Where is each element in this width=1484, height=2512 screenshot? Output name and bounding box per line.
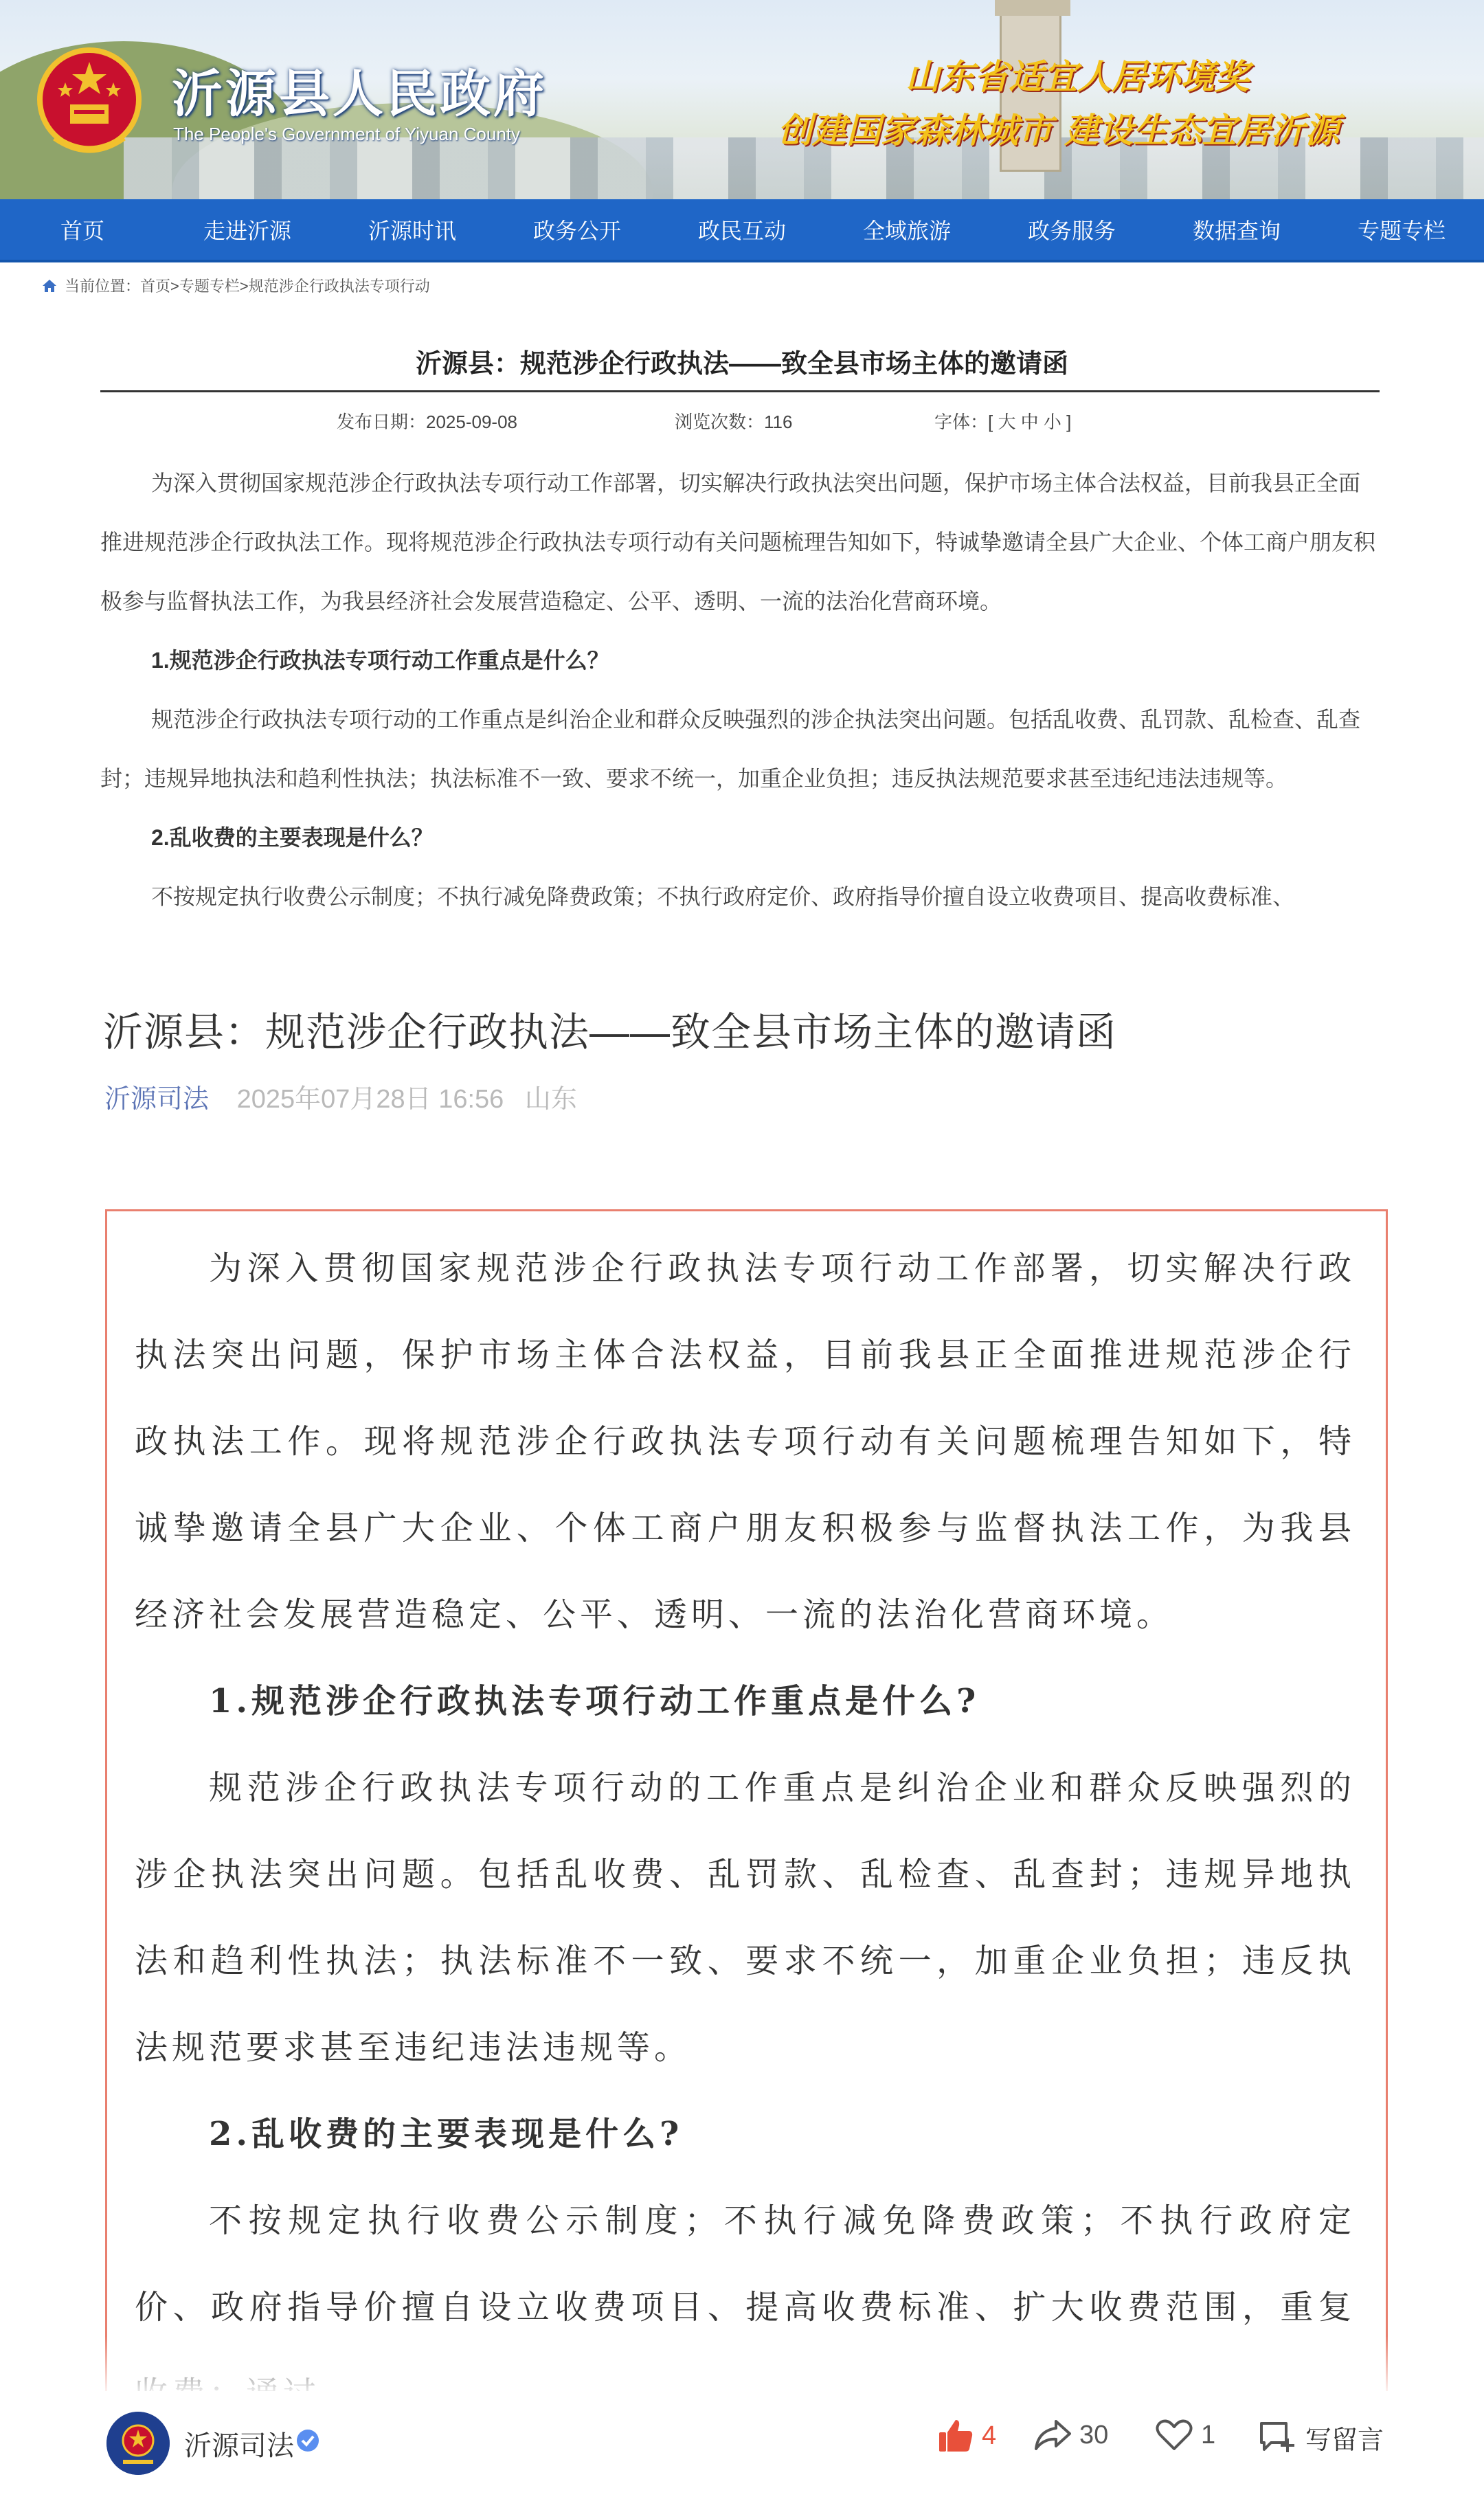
share-count: 30 bbox=[1079, 2420, 1109, 2449]
account-name[interactable]: 沂源司法 bbox=[184, 2431, 294, 2461]
nav-open-gov[interactable]: 政务公开 bbox=[532, 218, 621, 243]
gov-paragraph: 不按规定执行收费公示制度；不执行减免降费政策；不执行政府定价、政府指导价擅自设立收费项目、提高收费标准、 bbox=[151, 884, 1295, 909]
site-title: 沂源县人民政府 bbox=[172, 65, 547, 124]
nav-data[interactable]: 数据查询 bbox=[1192, 218, 1281, 243]
nav-tourism[interactable]: 全域旅游 bbox=[862, 218, 951, 243]
article-paragraph: 不按规定执行收费公示制度；不执行减免降费政策；不执行政府定价、政府指导价擅自设立收费项目、提高收费标准、扩大收费范围，重复 bbox=[135, 2201, 1356, 2326]
slogan-line2: 创建国家森林城市 建设生态宜居沂源 bbox=[778, 110, 1340, 150]
avatar[interactable] bbox=[106, 2412, 170, 2475]
article-source[interactable]: 沂源司法 bbox=[104, 1085, 210, 1114]
favorite-button[interactable] bbox=[1156, 2419, 1215, 2452]
gov-article-body bbox=[100, 453, 1380, 926]
comment-button[interactable] bbox=[1259, 2419, 1384, 2456]
comment-label: 写留言 bbox=[1305, 2426, 1384, 2455]
gov-paragraph: 为深入贯彻国家规范涉企行政执法专项行动工作部署，切实解决行政执法突出问题，保护市场主体合法权益，目前我县正全面推进规范涉企行政执法工作。现将规范涉企行政执法专项行动有关问题梳理告知如下，特诚挚邀请全县广大企业、个体工商户朋友积极参与监督执法工作，为我县经济社会发展营造稳定、公平、透明、一流的法治化营商环境。 bbox=[100, 471, 1376, 614]
wechat-article bbox=[0, 969, 1484, 2512]
nav-interaction[interactable]: 政民互动 bbox=[697, 218, 786, 243]
font-size-switch[interactable]: 字体：[ 大 中 小 ] bbox=[934, 412, 1072, 432]
breadcrumb bbox=[41, 275, 430, 296]
main-nav bbox=[0, 199, 1484, 262]
home-icon bbox=[41, 278, 58, 293]
like-count: 4 bbox=[982, 2421, 997, 2450]
nav-topics[interactable]: 专题专栏 bbox=[1357, 218, 1446, 243]
nav-home[interactable]: 首页 bbox=[60, 218, 104, 243]
view-count: 浏览次数：116 bbox=[675, 412, 793, 432]
gov-article-title: 沂源县：规范涉企行政执法——致全县市场主体的邀请函 bbox=[415, 350, 1068, 379]
like-button[interactable] bbox=[938, 2419, 996, 2453]
national-emblem-icon bbox=[34, 41, 144, 165]
gov-paragraph: 规范涉企行政执法专项行动的工作重点是纠治企业和群众反映强烈的涉企执法突出问题。包括乱收费、乱罚款、乱检查、乱查封；违规异地执法和趋利性执法；执法标准不一致、要求不统一，加重企业负担；违反执法规范要求甚至违纪违法违规等。 bbox=[100, 707, 1361, 791]
publish-date: 发布日期：2025-09-08 bbox=[337, 412, 517, 432]
article-meta bbox=[104, 1077, 591, 1115]
comment-icon bbox=[1259, 2421, 1297, 2455]
heart-icon bbox=[1156, 2419, 1193, 2452]
article-title: 沂源县：规范涉企行政执法——致全县市场主体的邀请函 bbox=[103, 1010, 1117, 1055]
nav-services[interactable]: 政务服务 bbox=[1027, 218, 1116, 243]
slogan-line1: 山东省适宜人居环境奖 bbox=[906, 56, 1249, 97]
verified-icon bbox=[295, 2428, 320, 2453]
title-divider bbox=[100, 390, 1380, 392]
thumbs-up-icon bbox=[938, 2419, 974, 2453]
gov-heading: 2.乱收费的主要表现是什么？ bbox=[151, 825, 434, 850]
site-subtitle: The People's Government of Yiyuan County bbox=[173, 124, 521, 144]
nav-about[interactable]: 走进沂源 bbox=[203, 218, 291, 243]
article-datetime: 2025年07月28日 16:56 bbox=[236, 1085, 504, 1114]
site-banner bbox=[0, 0, 1484, 199]
justice-badge-icon bbox=[106, 2412, 170, 2475]
share-button[interactable] bbox=[1034, 2419, 1108, 2452]
favorite-count: 1 bbox=[1201, 2420, 1216, 2449]
gov-heading: 1.规范涉企行政执法专项行动工作重点是什么？ bbox=[151, 648, 609, 673]
article-location: 山东 bbox=[524, 1085, 577, 1114]
article-content-box bbox=[105, 1209, 1388, 2419]
article-heading: 2.乱收费的主要表现是什么? bbox=[209, 2115, 684, 2153]
gov-site-screenshot bbox=[0, 0, 1484, 969]
content-fade bbox=[0, 2336, 1484, 2398]
nav-news[interactable]: 沂源时讯 bbox=[368, 218, 456, 243]
breadcrumb-text[interactable]: 当前位置：首页>专题专栏>规范涉企行政执法专项行动 bbox=[65, 278, 430, 295]
article-body bbox=[135, 1225, 1356, 2419]
article-paragraph: 为深入贯彻国家规范涉企行政执法专项行动工作部署，切实解决行政执法突出问题，保护市场主体合法权益，目前我县正全面推进规范涉企行政执法工作。现将规范涉企行政执法专项行动有关问题梳理告知如下，特诚挚邀请全县广大企业、个体工商户朋友积极参与监督执法工作，为我县经济社会发展营造稳定、公平、透明、一流的法治化营商环境。 bbox=[135, 1249, 1356, 1634]
share-icon bbox=[1034, 2419, 1071, 2452]
article-paragraph: 规范涉企行政执法专项行动的工作重点是纠治企业和群众反映强烈的涉企执法突出问题。包括乱收费、乱罚款、乱检查、乱查封；违规异地执法和趋利性执法；执法标准不一致、要求不统一，加重企业负担；违反执法规范要求甚至违纪违法违规等。 bbox=[135, 1769, 1356, 2067]
article-heading: 1.规范涉企行政执法专项行动工作重点是什么? bbox=[209, 1682, 980, 1720]
